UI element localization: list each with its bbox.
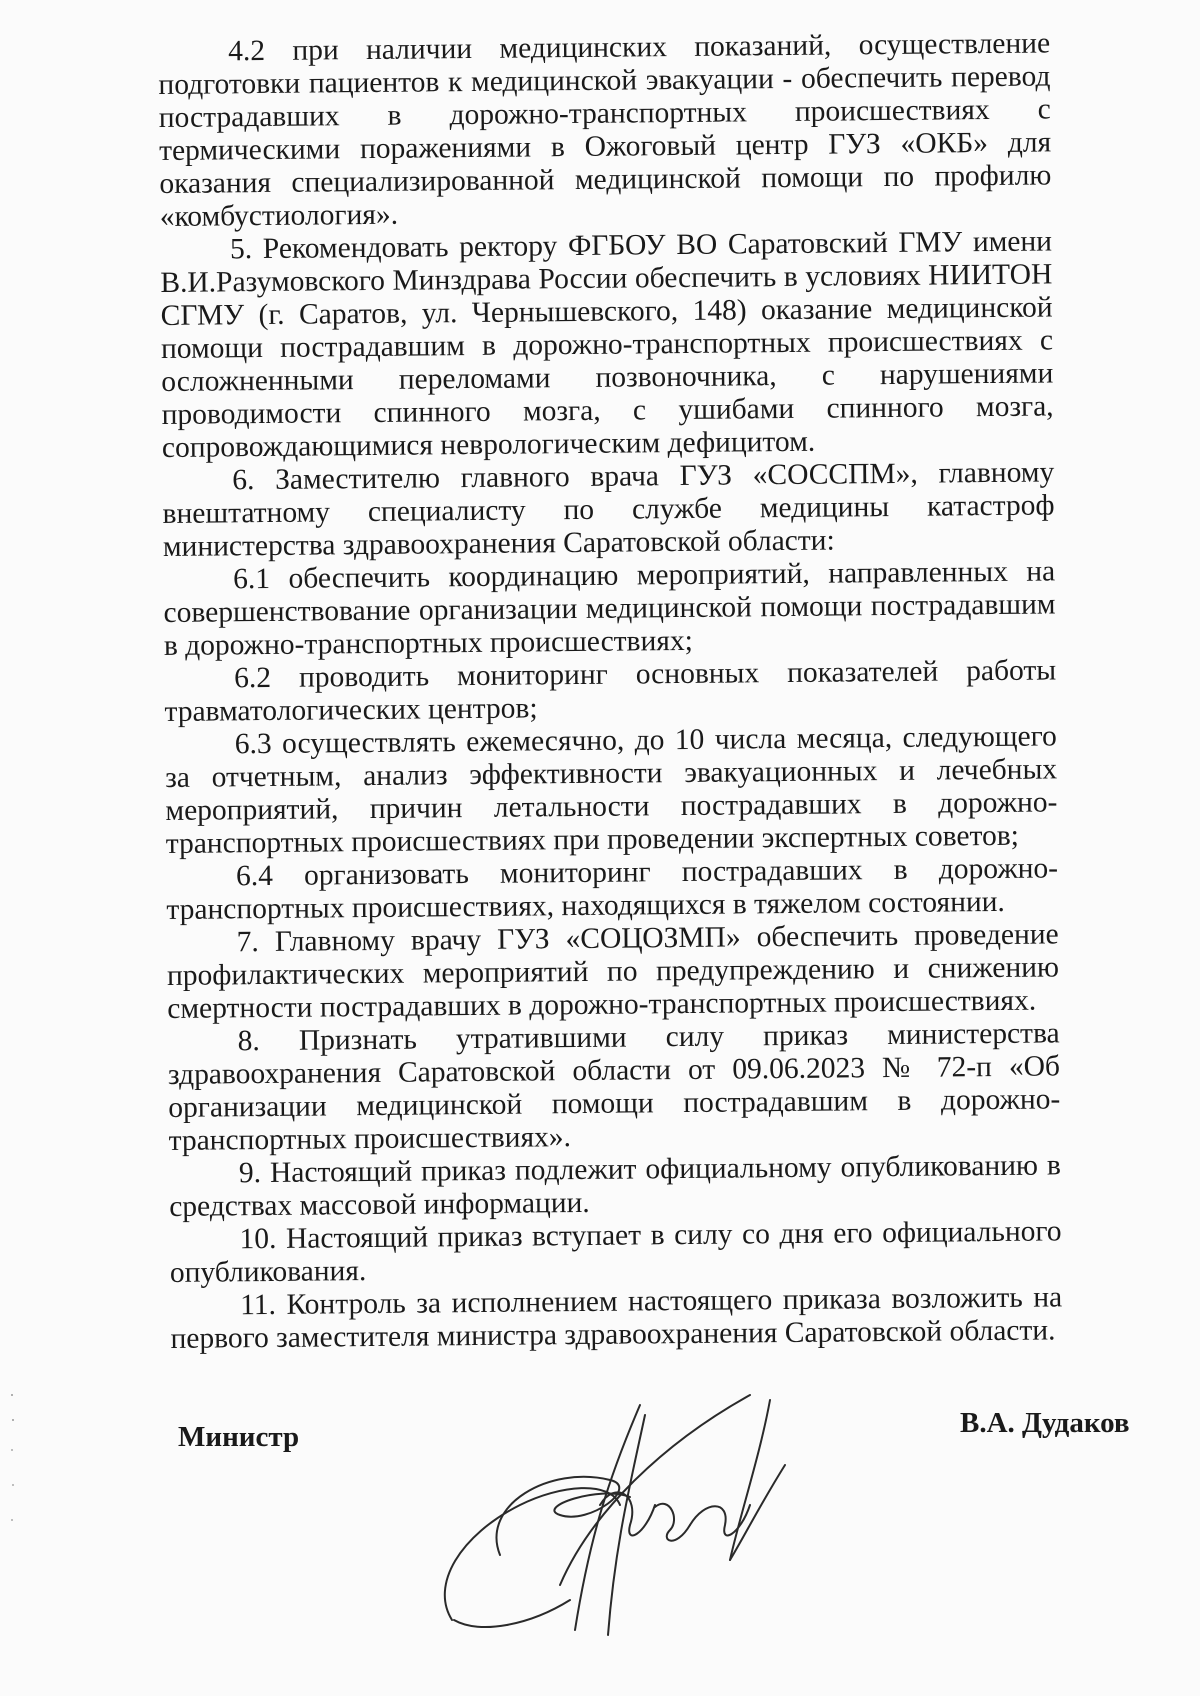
paragraph-7: 7. Главному врачу ГУЗ «СОЦОЗМП» обеспечить проведение профилактических мероприятий по предупреждению и снижению смертности пострадавших в дорожно-транспортных происшествиях. — [166, 918, 1060, 1025]
handwritten-signature — [440, 1385, 840, 1645]
paragraph-10: 10. Настоящий приказ вступает в силу со дня его официального опубликования. — [169, 1215, 1062, 1289]
paragraph-8: 8. Признать утратившими силу приказ министерства здравоохранения Саратовской области от 09.06.2023 № 72-п «Об организации медицинской помощи пострадавшим в дорожно-транспортных происшествиях». — [167, 1017, 1061, 1157]
paragraph-6-4: 6.4 организовать мониторинг пострадавших в дорожно-транспортных происшествиях, находящихся в тяжелом состоянии. — [166, 852, 1059, 926]
signer-role: Министр — [178, 1421, 300, 1453]
paragraph-5: 5. Рекомендовать ректору ФГБОУ ВО Саратовский ГМУ имени В.И.Разумовского Минздрава России обеспечить в условиях НИИТОН СГМУ (г. Саратов, ул. Чернышевского, 148) оказание медицинской помощи пострадавшим в дорожно-транспортных происшествиях с осложненными переломами позвоночника, с нарушениями проводимости спинного мозга, с ушибами спинного мозга, сопровождающимися неврологическим дефицитом. — [160, 225, 1054, 464]
paragraph-6-2: 6.2 проводить мониторинг основных показателей работы травматологических центров; — [164, 654, 1057, 728]
paragraph-6-1: 6.1 обеспечить координацию мероприятий, направленных на совершенствование организации медицинской помощи пострадавшим в дорожно-транспортных происшествиях; — [163, 555, 1056, 662]
paragraph-9: 9. Настоящий приказ подлежит официальному опубликованию в средствах массовой информации. — [169, 1149, 1062, 1223]
paragraph-11: 11. Контроль за исполнением настоящего приказа возложить на первого заместителя министра здравоохранения Саратовской области. — [170, 1281, 1063, 1355]
paragraph-6-3: 6.3 осуществлять ежемесячно, до 10 числа месяца, следующего за отчетным, анализ эффективности эвакуационных и лечебных мероприятий, причин летальности пострадавших в дорожно-транспортных происшествиях при проведении экспертных советов; — [164, 720, 1058, 860]
paragraph-4-2: 4.2 при наличии медицинских показаний, осуществление подготовки пациентов к медицинской эвакуации - обеспечить перевод пострадавших в дорожно-транспортных происшествиях с термическими поражениями в Ожоговый центр ГУЗ «ОКБ» для оказания специализированной медицинской помощи по профилю «комбустиология». — [158, 27, 1052, 233]
signer-name: В.А. Дудаков — [960, 1407, 1130, 1439]
paragraph-6: 6. Заместителю главного врача ГУЗ «СОССПМ», главному внештатному специалисту по службе медицины катастроф министерства здравоохранения Саратовской области: — [162, 456, 1055, 563]
signature-block — [0, 1405, 1200, 1665]
document-body — [158, 27, 1063, 1356]
scan-specks — [10, 1390, 16, 1530]
